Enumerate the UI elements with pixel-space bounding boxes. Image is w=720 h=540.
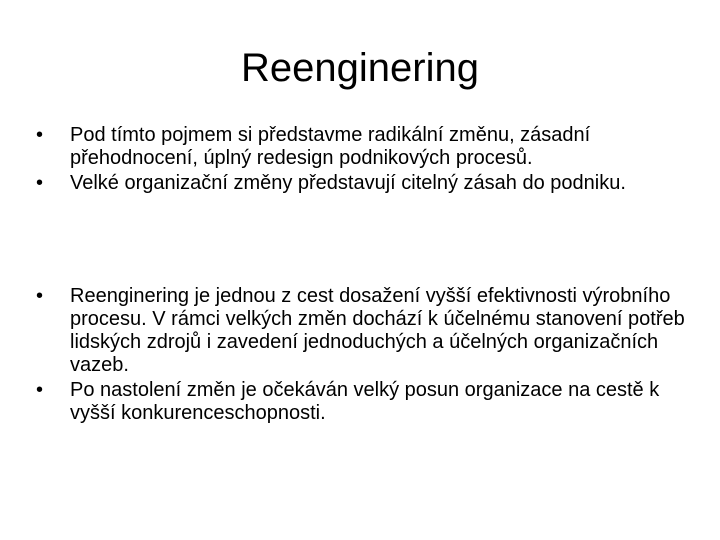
bullet-item (36, 124, 692, 170)
bullet-text: Reenginering je jednou z cest dosažení vyšší efektivnosti výrobního procesu. V rámci velkých změn dochází k účelnému stanovení potřeb lidských zdrojů i zavedení jednoduchých a účelných organizačních vazeb. (70, 285, 685, 376)
bullet-text: Velké organizační změny představují citelný zásah do podniku. (70, 172, 626, 194)
bullet-icon: • (36, 172, 44, 194)
slide-title: Reenginering (241, 46, 479, 90)
bullet-text: Pod tímto pojmem si představme radikální změnu, zásadní přehodnocení, úplný redesign podnikových procesů. (70, 124, 591, 169)
bullet-icon: • (36, 124, 44, 146)
bullet-item (36, 379, 692, 425)
bullet-icon: • (36, 379, 44, 401)
bullet-text: Po nastolení změn je očekáván velký posun organizace na cestě k vyšší konkurenceschopnosti. (70, 379, 660, 424)
bullet-icon: • (36, 285, 44, 307)
bullet-list-2 (36, 285, 692, 427)
bullet-list-1 (36, 124, 692, 197)
bullet-item (36, 285, 692, 377)
bullet-item (36, 172, 692, 195)
